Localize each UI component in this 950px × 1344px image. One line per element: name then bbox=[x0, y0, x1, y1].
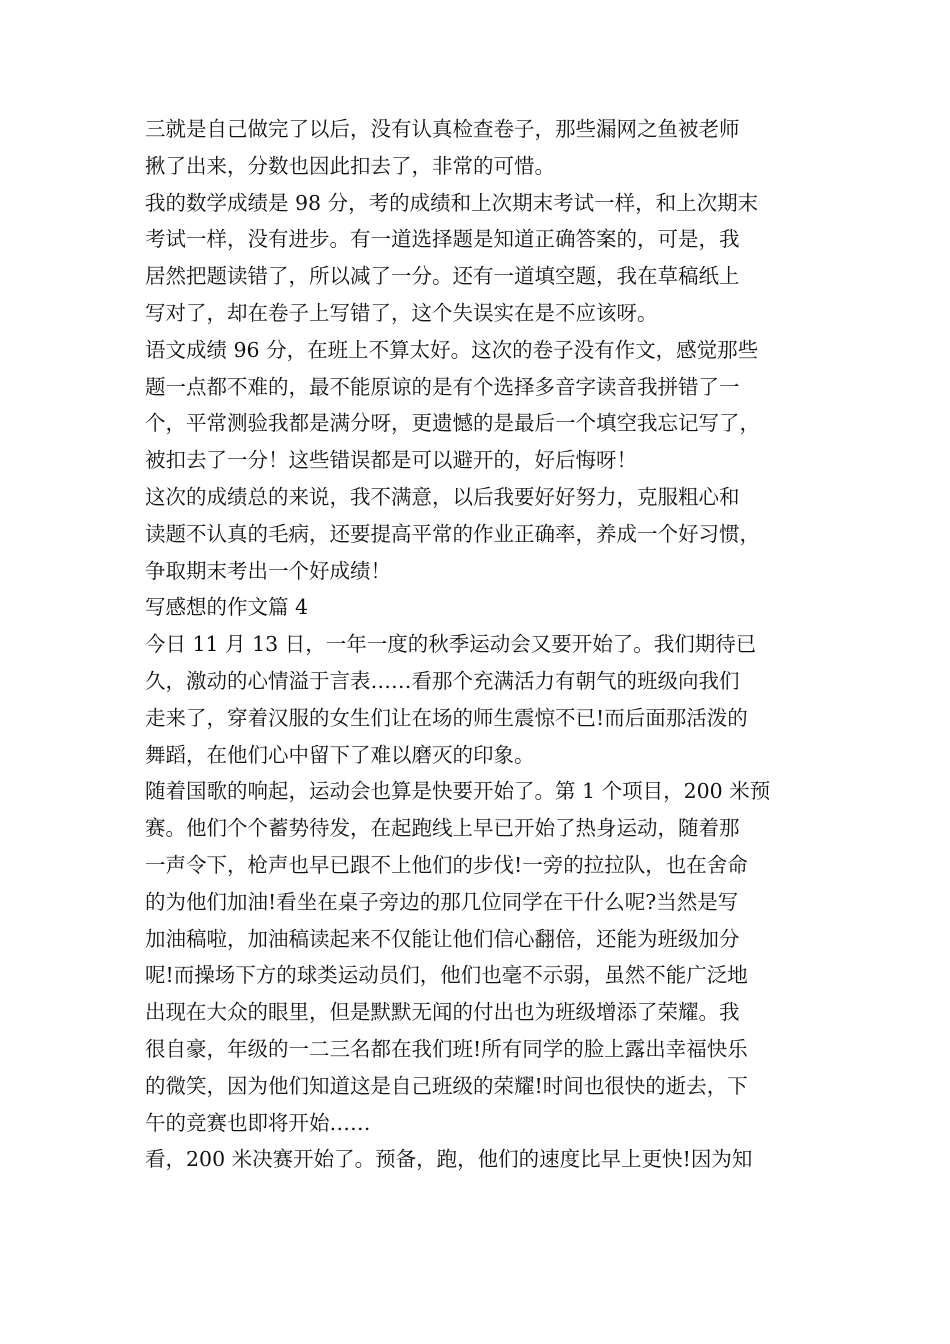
text-line: 出现在大众的眼里，但是默默无闻的付出也为班级增添了荣耀。我 bbox=[145, 1000, 740, 1025]
text-line: 我的数学成绩是 98 分，考的成绩和上次期末考试一样，和上次期末 bbox=[145, 190, 759, 215]
text-line: 走来了，穿着汉服的女生们让在场的师生震惊不已!而后面那活泼的 bbox=[145, 705, 748, 730]
text-line: 一声令下，枪声也早已跟不上他们的步伐!一旁的拉拉队，也在舍命 bbox=[145, 852, 748, 877]
text-line: 题一点都不难的，最不能原谅的是有个选择多音字读音我拼错了一 bbox=[145, 374, 740, 399]
text-line: 写对了，却在卷子上写错了，这个失误实在是不应该呀。 bbox=[145, 300, 658, 325]
text-line: 舞蹈，在他们心中留下了难以磨灭的印象。 bbox=[145, 742, 535, 767]
text-line: 争取期末考出一个好成绩！ bbox=[145, 558, 391, 583]
text-line: 很自豪，年级的一二三名都在我们班!所有同学的脸上露出幸福快乐 bbox=[145, 1036, 748, 1061]
section-heading: 写感想的作文篇 4 bbox=[145, 595, 309, 620]
text-line: 午的竞赛也即将开始…… bbox=[145, 1110, 371, 1135]
text-line: 居然把题读错了，所以减了一分。还有一道填空题，我在草稿纸上 bbox=[145, 264, 740, 289]
text-line: 的为他们加油!看坐在桌子旁边的那几位同学在干什么呢?当然是写 bbox=[145, 889, 739, 914]
document-body bbox=[145, 111, 815, 1178]
text-line: 揪了出来，分数也因此扣去了，非常的可惜。 bbox=[145, 153, 555, 178]
text-line: 语文成绩 96 分，在班上不算太好。这次的卷子没有作文，感觉那些 bbox=[145, 337, 759, 362]
text-line: 久，激动的心情溢于言表……看那个充满活力有朝气的班级向我们 bbox=[145, 668, 740, 693]
text-line: 读题不认真的毛病，还要提高平常的作业正确率，养成一个好习惯， bbox=[145, 521, 760, 546]
text-line: 这次的成绩总的来说，我不满意，以后我要好好努力，克服粗心和 bbox=[145, 484, 740, 509]
text-line: 个，平常测验我都是满分呀，更遗憾的是最后一个填空我忘记写了， bbox=[145, 411, 760, 436]
text-line: 加油稿啦，加油稿读起来不仅能让他们信心翻倍，还能为班级加分 bbox=[145, 926, 740, 951]
text-line: 今日 11 月 13 日，一年一度的秋季运动会又要开始了。我们期待已 bbox=[145, 632, 757, 657]
text-line: 考试一样，没有进步。有一道选择题是知道正确答案的，可是，我 bbox=[145, 227, 740, 252]
text-line: 呢!而操场下方的球类运动员们，他们也毫不示弱，虽然不能广泛地 bbox=[145, 963, 748, 988]
text-line: 赛。他们个个蓄势待发，在起跑线上早已开始了热身运动，随着那 bbox=[145, 816, 740, 841]
text-line: 三就是自己做完了以后，没有认真检查卷子，那些漏网之鱼被老师 bbox=[145, 117, 740, 141]
text-line: 随着国歌的响起，运动会也算是快要开始了。第 1 个项目，200 米预 bbox=[145, 779, 771, 804]
text-line: 的微笑，因为他们知道这是自己班级的荣耀!时间也很快的逝去，下 bbox=[145, 1073, 748, 1098]
text-line: 看，200 米决赛开始了。预备，跑，他们的速度比早上更快!因为知 bbox=[145, 1147, 753, 1172]
text-line: 被扣去了一分！这些错误都是可以避开的，好后悔呀！ bbox=[145, 448, 637, 473]
